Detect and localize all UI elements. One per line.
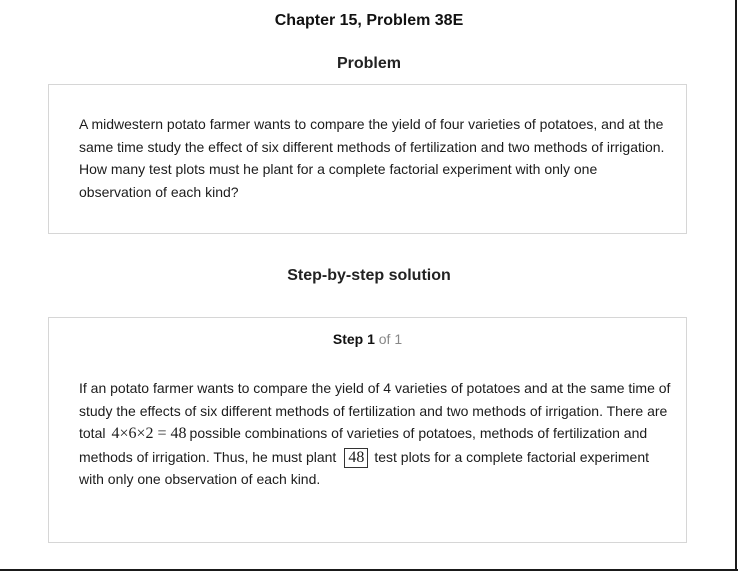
solution-text-part1: If an potato farmer wants to compare the yield of 4 varieties of potatoes and at the same time of study the effects of six different methods of fertilization and two methods of irrigation. There are total (79, 380, 671, 441)
chapter-title: Chapter 15, Problem 38E (274, 12, 464, 29)
step-count: of 1 (378, 331, 403, 347)
solution-heading: Step-by-step solution (287, 267, 451, 284)
right-border (735, 0, 737, 571)
problem-text: A midwestern potato farmer wants to compare the yield of four varieties of potatoes, and at the same time study the effect of six different methods of fertilization and two methods of irrigation. How many test plots must he plant for a complete factorial experiment with only one observation of each kind? (79, 116, 665, 200)
boxed-answer: 48 (344, 448, 368, 468)
equation: 4×6×2 = 48 (111, 425, 187, 442)
problem-card (48, 84, 687, 234)
solution-text-part3: test plots for a complete factorial experiment with only one observation of each kind. (79, 448, 650, 487)
solution-card (48, 317, 687, 543)
step-indicator (49, 331, 686, 347)
problem-heading: Problem (336, 55, 401, 72)
solution-text-part2: possible combinations of varieties of potatoes, methods of fertilization and methods of irrigation. Thus, he must plant (79, 425, 648, 465)
solution-text (79, 377, 674, 491)
step-label: Step 1 (332, 331, 375, 347)
